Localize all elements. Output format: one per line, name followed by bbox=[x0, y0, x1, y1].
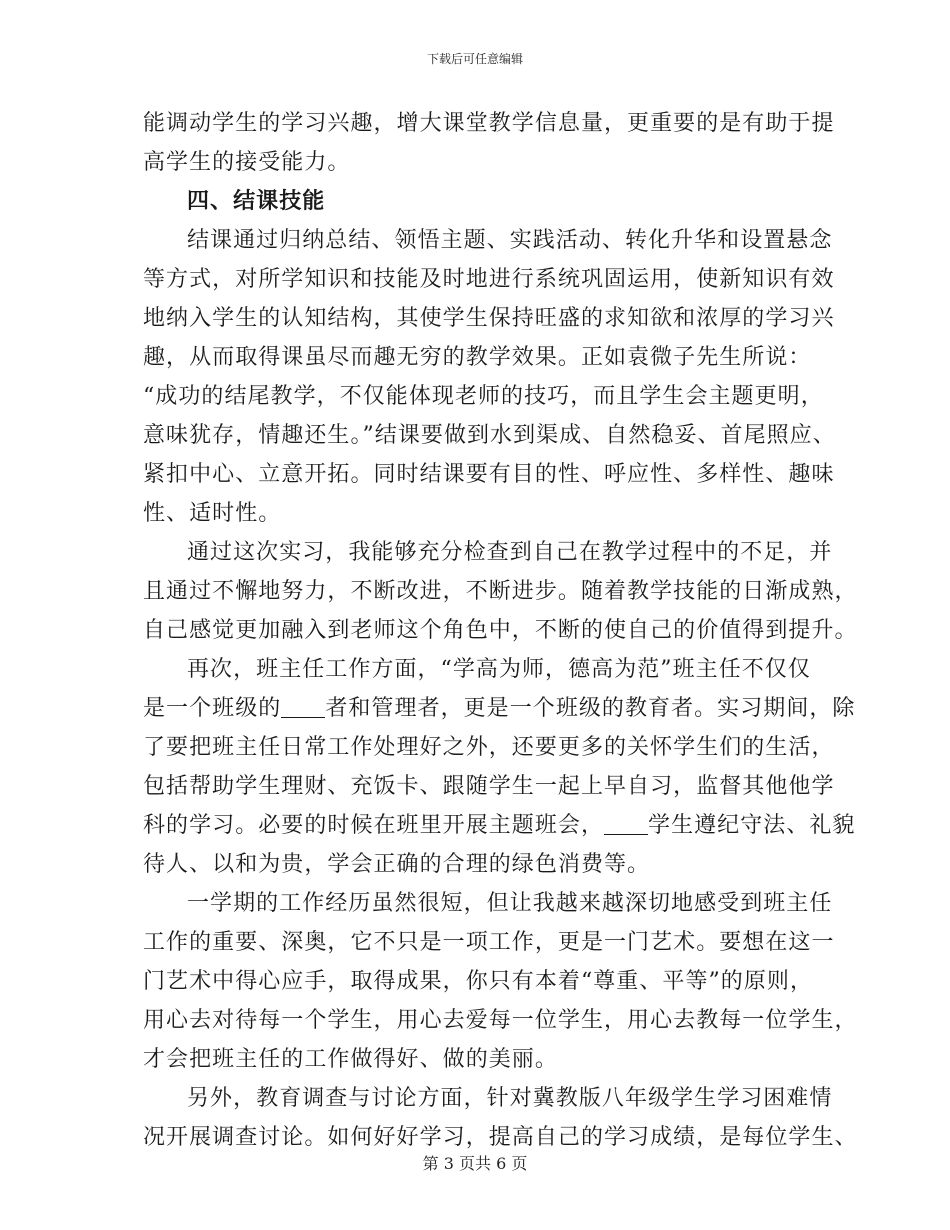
paragraph-line: 能调动学生的学习兴趣，增大课堂教学信息量，更重要的是有助于提 bbox=[143, 111, 835, 136]
paragraph-line: 高学生的接受能力。 bbox=[143, 150, 351, 175]
paragraph-line: 门艺术中得心应手，取得成果，你只有本着“尊重、平等”的原则， bbox=[143, 969, 813, 994]
paragraph-line: 待人、以和为贵，学会正确的合理的绿色消费等。 bbox=[143, 852, 651, 877]
document-body bbox=[143, 104, 858, 1157]
paragraph-line: 才会把班主任的工作做得好、做的美丽。 bbox=[143, 1047, 558, 1072]
paragraph-line: 用心去对待每一个学生，用心去爱每一位学生，用心去教每一位学生， bbox=[143, 1008, 858, 1033]
paragraph-line: 结课通过归纳总结、领悟主题、实践活动、转化升华和设置悬念 bbox=[187, 228, 833, 253]
paragraph-line: 一学期的工作经历虽然很短，但让我越来越深切地感受到班主任 bbox=[187, 891, 833, 916]
paragraph-line: 且通过不懈地努力，不断改进，不断进步。随着教学技能的日渐成熟， bbox=[143, 579, 858, 604]
line-text: 是一个班级的 bbox=[143, 696, 282, 721]
line-text: 科的学习。必要的时候在班里开展主题班会， bbox=[143, 813, 605, 838]
page-footer: 第 3 页共 6 页 bbox=[422, 1154, 528, 1173]
paragraph-line bbox=[143, 806, 856, 845]
paragraph-line: 包括帮助学生理财、充饭卡、跟随学生一起上早自习，监督其他他学 bbox=[143, 774, 835, 799]
paragraph-line: “成功的结尾教学，不仅能体现老师的技巧，而且学生会主题更明， bbox=[143, 384, 824, 409]
paragraph-line: 意味犹存，情趣还生。”结课要做到水到渠成、自然稳妥、首尾照应、 bbox=[143, 423, 836, 448]
paragraph-line: 地纳入学生的认知结构，其使学生保持旺盛的求知欲和浓厚的学习兴 bbox=[143, 306, 835, 331]
paragraph-line: 另外，教育调查与讨论方面，针对冀教版八年级学生学习困难情 bbox=[187, 1086, 833, 1111]
paragraph-line: 通过这次实习，我能够充分检查到自己在教学过程中的不足，并 bbox=[187, 540, 833, 565]
paragraph-line: 自己感觉更加融入到老师这个角色中，不断的使自己的价值得到提升。 bbox=[143, 618, 858, 643]
paragraph-line: 况开展调查讨论。如何好好学习，提高自己的学习成绩，是每位学生、 bbox=[143, 1125, 858, 1150]
fill-in-blank bbox=[604, 812, 648, 835]
paragraph-line: 了要把班主任日常工作处理好之外，还要更多的关怀学生们的生活， bbox=[143, 735, 835, 760]
page-header: 下载后可任意编辑 bbox=[426, 52, 523, 66]
fill-in-blank bbox=[281, 695, 325, 718]
paragraph-line bbox=[143, 689, 856, 728]
paragraph-line: 趣，从而取得课虽尽而趣无穷的教学效果。正如袁微子先生所说： bbox=[143, 345, 812, 370]
line-text: 者和管理者，更是一个班级的教育者。实习期间，除 bbox=[325, 696, 856, 721]
paragraph-line: 工作的重要、深奥，它不只是一项工作，更是一门艺术。要想在这一 bbox=[143, 930, 835, 955]
paragraph-line: 紧扣中心、立意开拓。同时结课要有目的性、呼应性、多样性、趣味 bbox=[143, 462, 835, 487]
line-text: 学生遵纪守法、礼貌 bbox=[648, 813, 856, 838]
paragraph-line: 等方式，对所学知识和技能及时地进行系统巩固运用，使新知识有效 bbox=[143, 267, 835, 292]
paragraph-line: 再次，班主任工作方面，“学高为师，德高为范”班主任不仅仅 bbox=[187, 657, 811, 682]
paragraph-line: 性、适时性。 bbox=[143, 501, 282, 526]
section-heading: 四、结课技能 bbox=[187, 188, 326, 214]
